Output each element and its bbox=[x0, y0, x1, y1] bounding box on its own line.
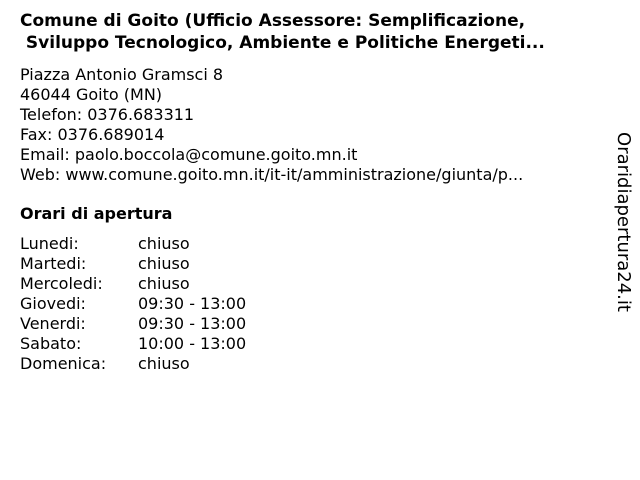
fax-number: Fax: 0376.689014 bbox=[20, 125, 165, 144]
phone-number: Telefon: 0376.683311 bbox=[20, 105, 195, 124]
day-label: Sabato: bbox=[20, 334, 82, 353]
hours-row-monday bbox=[20, 234, 246, 254]
title-line-1: Comune di Goito (Ufficio Assessore: Semplificazione, bbox=[20, 11, 526, 31]
day-label: Martedi: bbox=[20, 254, 87, 273]
hours-row-thursday bbox=[20, 294, 246, 314]
city-postal: 46044 Goito (MN) bbox=[20, 85, 163, 104]
site-watermark: Oraridiapertura24.it bbox=[613, 132, 634, 312]
day-hours: chiuso bbox=[138, 354, 190, 373]
day-label: Venerdi: bbox=[20, 314, 86, 333]
address-block bbox=[20, 65, 523, 185]
day-hours: chiuso bbox=[138, 234, 190, 253]
day-hours: chiuso bbox=[138, 274, 190, 293]
hours-row-sunday bbox=[20, 354, 246, 374]
hours-row-saturday bbox=[20, 334, 246, 354]
day-hours: 09:30 - 13:00 bbox=[138, 314, 247, 333]
day-label: Giovedi: bbox=[20, 294, 86, 313]
title-line-2: Sviluppo Tecnologico, Ambiente e Politiche Energeti... bbox=[20, 33, 545, 53]
day-hours: 10:00 - 13:00 bbox=[138, 334, 247, 353]
email-address: Email: paolo.boccola@comune.goito.mn.it bbox=[20, 145, 358, 164]
website-link: Web: www.comune.goito.mn.it/it-it/amministrazione/giunta/p... bbox=[20, 165, 524, 184]
day-hours: chiuso bbox=[138, 254, 190, 273]
opening-hours-table bbox=[20, 234, 246, 374]
day-label: Mercoledi: bbox=[20, 274, 103, 293]
day-hours: 09:30 - 13:00 bbox=[138, 294, 247, 313]
street-address: Piazza Antonio Gramsci 8 bbox=[20, 65, 224, 84]
page-title bbox=[20, 10, 620, 54]
day-label: Lunedi: bbox=[20, 234, 79, 253]
opening-hours-heading: Orari di apertura bbox=[20, 204, 173, 223]
hours-row-wednesday bbox=[20, 274, 246, 294]
day-label: Domenica: bbox=[20, 354, 107, 373]
hours-row-tuesday bbox=[20, 254, 246, 274]
hours-row-friday bbox=[20, 314, 246, 334]
